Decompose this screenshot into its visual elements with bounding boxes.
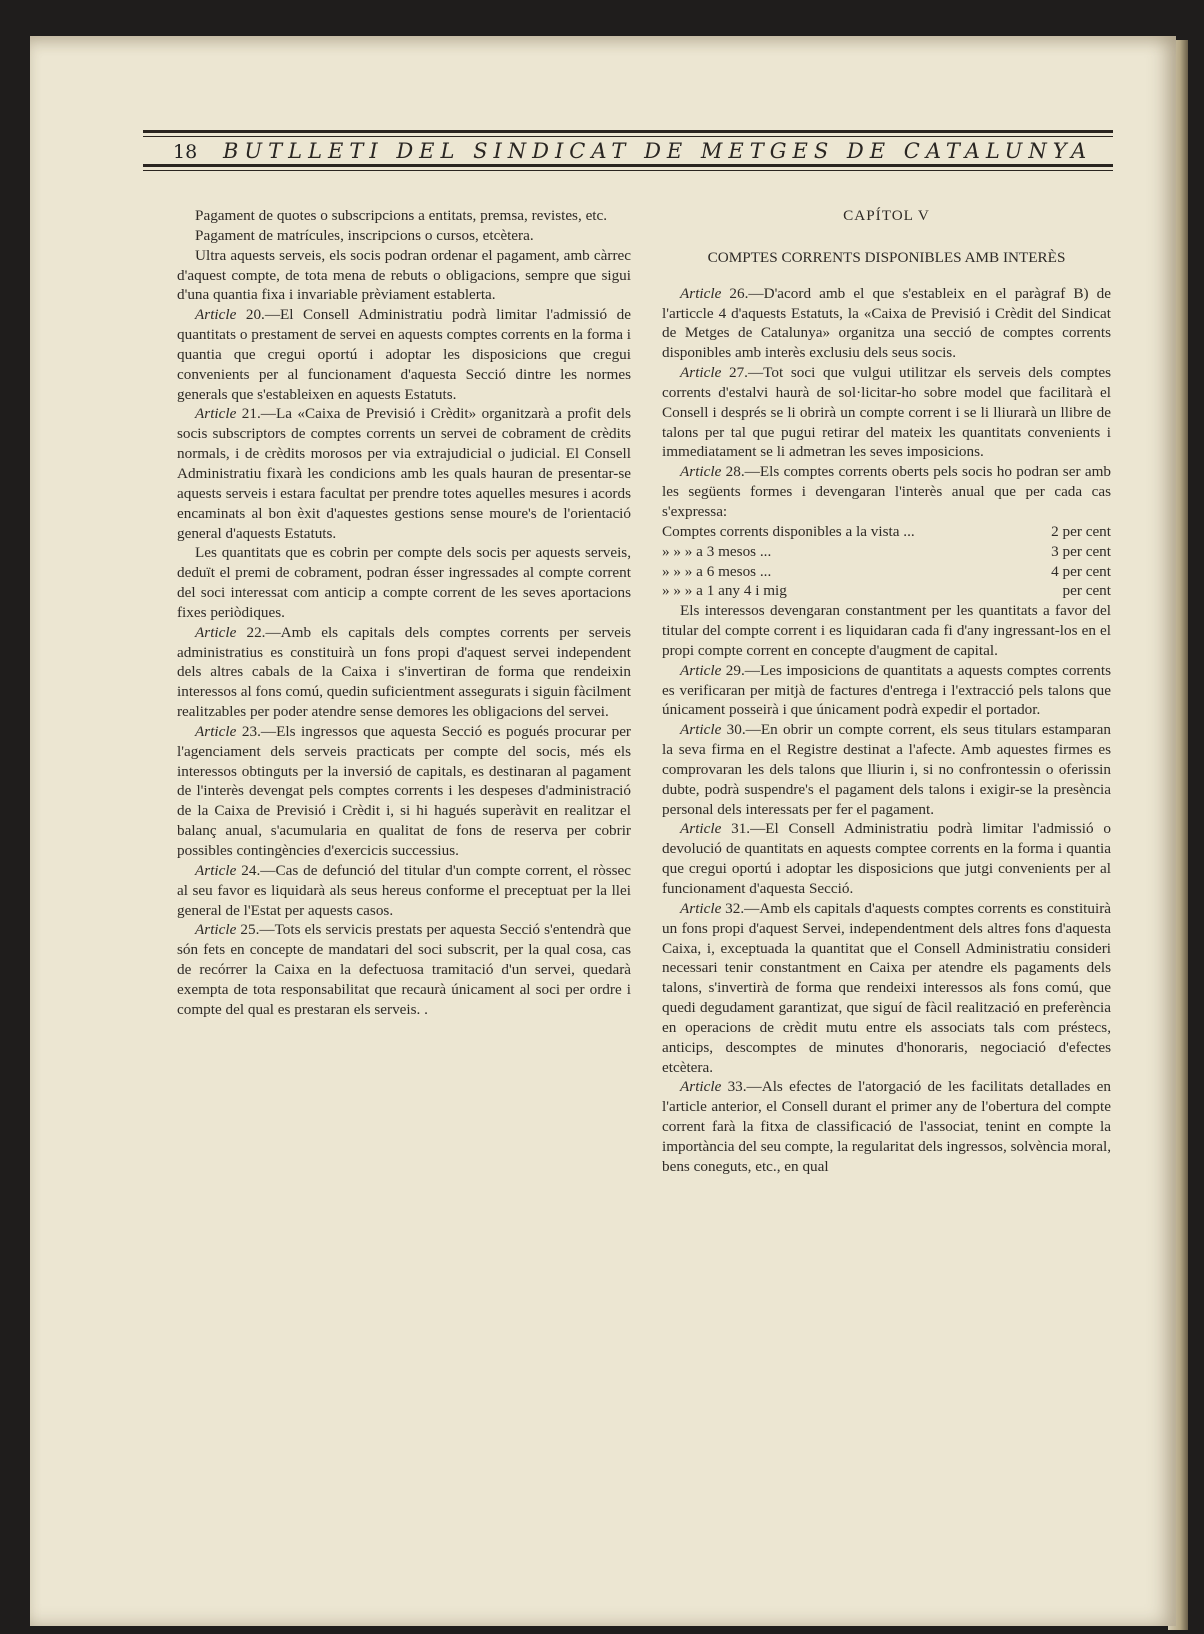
article-text: 28.—Els comptes corrents oberts pels socis ho podran ser amb les següents formes i devengaran l'interès anual que per cada cas s'expressa: (662, 463, 1111, 520)
article-21 (177, 404, 631, 543)
article-20 (177, 305, 631, 404)
article-label: Article (195, 861, 237, 879)
article-24 (177, 861, 631, 921)
paragraph: Ultra aquests serveis, els socis podran ordenar el pagament, amb càrrec d'aquest compte, de tota mena de rebuts o obligacions, sempre que sigui d'una quantia fixa i invariable prèviament establerta. (177, 246, 631, 304)
left-column (177, 206, 631, 1020)
rate-value: 2 per cent (1051, 522, 1111, 540)
article-text: 20.—El Consell Administratiu podrà limitar l'admissió de quantitats o prestament de servei en aquests comptes corrents en la forma i quantia que cregui oportú i adoptar les disposicions que cregui convenients per al funcionament d'aquesta Secció dintre les normes generals que s'estableixen en aquests Estatuts. (177, 306, 631, 403)
article-text: 22.—Amb els capitals dels comptes corrents per serveis administratius es constituirà un fons propi d'aquest servei independent dels altres cabals de la Caixa i s'invertiran de forma que rendeixin interessos al fons comú, quedin suficientment assegurats i siguin fàcilment realitzables per poder atendre sense demores les obligacions del servei. (177, 623, 631, 721)
rate-value: per cent (1062, 582, 1111, 600)
header-rule-top-thin (143, 136, 1113, 137)
rate-value: 3 per cent (1051, 542, 1111, 560)
rate-term: Comptes corrents disponibles a la vista ... (662, 522, 915, 540)
rate-row (662, 562, 1111, 582)
article-label: Article (680, 1078, 722, 1096)
rate-row (662, 522, 1111, 542)
article-text: 23.—Els ingressos que aquesta Secció es pogués procurar per l'agenciament dels serveis practicats per compte del socis, més els interessos obtinguts per la inversió de capitals, es destinaran al pagament de l'interès devengat pels comptes corrents i les despeses d'administració de la Caixa de Previsió i Crèdit i, si hi hagués superàvit en realitzar el balanç anual, s'acumularia en qualitat de fons de reserva per cobrir possibles contingències d'exercicis successius. (177, 722, 631, 859)
article-label: Article (680, 463, 722, 481)
running-header (143, 130, 1113, 178)
page-number: 18 (173, 141, 198, 163)
rate-term: » » » a 1 any 4 i mig (662, 582, 787, 600)
rate-value: 4 per cent (1051, 562, 1111, 580)
article-25 (177, 920, 631, 1019)
header-rule-top (143, 130, 1113, 133)
article-text: 33.—Als efectes de l'atorgació de les facilitats detallades en l'article anterior, el Consell durant el primer any de l'obertura del compte corrent farà la fitxa de classificació de l'associat, tenint en compte la importància del seu compte, la regularitat dels ingressos, solvència moral, bens coneguts, etc., en qual (662, 1078, 1111, 1175)
article-text: 24.—Cas de defunció del titular d'un compte corrent, el ròssec al seu favor es liquidarà als seus hereus conforme el preceptuat per la llei general de l'Estat per aquests casos. (177, 861, 631, 919)
paragraph: Pagament de matrícules, inscripcions o cursos, etcètera. (195, 226, 534, 244)
article-label: Article (195, 722, 237, 740)
article-label: Article (680, 364, 722, 382)
article-text: 25.—Tots els servicis prestats per aquesta Secció s'entendrà que són fets en concepte de mandatari del soci subscrit, per la qual cosa, cas de recórrer la Caixa en la defectuosa tramitació d'un servei, quedarà exempta de tota responsabilitat que recaurà únicament al soci per ordre i compte del qual es prestaran els serveis. . (177, 921, 631, 1018)
rate-row (662, 542, 1111, 562)
article-label: Article (195, 921, 237, 939)
article-label: Article (680, 899, 722, 917)
article-text: 29.—Les imposicions de quantitats a aquests comptes corrents es verificaran per mitjà de factures d'entrega i l'extracció pels talons que únicament posseirà i que únicament podrà expedir el portador. (662, 661, 1111, 719)
article-22 (177, 623, 631, 722)
article-label: Article (680, 721, 722, 739)
rate-term: » » » a 3 mesos ... (662, 542, 772, 560)
rate-row (662, 581, 1111, 601)
right-column (662, 206, 1111, 1177)
article-label: Article (680, 661, 722, 679)
article-text: 32.—Amb els capitals d'aquests comptes corrents es constituirà un fons propi d'aquest Servei, independentment dels altres fons d'aquesta Caixa, i, exceptuada la quantitat que el Consell Administratiu consideri necessari tenir constantment en Caixa per atendre els pagaments dels talons, s'invertirà de forma que rendeixi interessos als fons comú, que quedi degudament garantizat, que siguí de fàcil realització en preferència en operacions de crèdit mutu entre els associats tals com préstecs, anticips, descomptes de minutes d'honoraris, negociació d'efectes etcètera. (662, 899, 1111, 1076)
article-30 (662, 720, 1111, 819)
paragraph: Els interessos devengaran constantment per les quantitats a favor del titular del compte corrent i es liquidaran cada fi d'any ingressant-los en el propi compte corrent en concepte d'augment de capital. (662, 602, 1111, 659)
article-label: Article (680, 284, 722, 302)
paragraph: Pagament de quotes o subscripcions a entitats, premsa, revistes, etc. (195, 207, 608, 224)
paragraph: Les quantitats que es cobrin per compte dels socis per aquests serveis, deduït el premi de cobrament, podran ésser ingressades al compte corrent del soci interessat com anticip a compte corrent de les seves aportacions fixes periòdiques. (177, 544, 631, 621)
article-text: 27.—Tot soci que vulgui utilitzar els serveis dels comptes corrents d'estalvi haurà de sol·licitar-ho sobre model que facilitarà el Consell i després se li obrirà un compte corrent i se li lliurarà un llibre de talons per tal que pugui retirar del mateix les quantitats convenients i immediatament se li admetran les seves imposicions. (662, 364, 1111, 461)
article-28 (662, 462, 1111, 522)
article-27 (662, 363, 1111, 462)
section-heading: COMPTES CORRENTS DISPONIBLES AMB INTERÈS (707, 248, 1066, 266)
interest-rate-table (662, 522, 1111, 601)
article-33 (662, 1077, 1111, 1176)
article-label: Article (195, 623, 237, 641)
article-23 (177, 722, 631, 861)
header-rule-bottom (143, 164, 1113, 167)
article-label: Article (195, 405, 237, 423)
article-label: Article (680, 820, 722, 838)
article-text: 30.—En obrir un compte corrent, els seus titulars estamparan la seva firma en el Registre destinat a l'afecte. Amb aquestes firmes es comprovaran les dels talons que lliurin i, si no confrontessin o oferissin dubte, podrà suspendre's el pagament dels talons i exigir-se la presència personal dels interessats per fer el pagament. (662, 721, 1111, 818)
article-text: 26.—D'acord amb el que s'estableix en el paràgraf B) de l'articcle 4 d'aquests Estatuts, la «Caixa de Previsió i Crèdit del Sindicat de Metges de Catalunya» organitza una secció de comptes corrents disponibles amb interès exclusiu dels seus socis. (662, 284, 1111, 362)
article-31 (662, 819, 1111, 898)
chapter-heading: CAPÍTOL V (843, 207, 930, 224)
article-label: Article (195, 306, 237, 324)
article-text: 21.—La «Caixa de Previsió i Crèdit» organitzarà a profit dels socis subscriptors de comptes corrents un servei de cobrament de crèdits normals, i de crèdits morosos per via extrajudicial o judicial. El Consell Administratiu fixarà les condicions amb les quals hauran de presentar-se aquests serveis i estara facultat per prendre totes aquelles mesures i acords encaminats al bon èxit d'aquestes gestions sense moure's de l'orientació general d'aquests Estatuts. (177, 405, 631, 542)
article-text: 31.—El Consell Administratiu podrà limitar l'admissió o devolució de quantitats en aquests comptee corrents en la forma i quantia que cregui oportú i adoptar les disposicions que jutgi convenients per al funcionament d'aquesta Secció. (662, 820, 1111, 897)
article-26 (662, 284, 1111, 363)
journal-title: BUTLLETI DEL SINDICAT DE METGES DE CATALUNYA (223, 139, 1093, 163)
rate-term: » » » a 6 mesos ... (662, 562, 772, 580)
header-rule-bottom-thin (143, 170, 1113, 171)
article-29 (662, 661, 1111, 721)
article-32 (662, 899, 1111, 1078)
